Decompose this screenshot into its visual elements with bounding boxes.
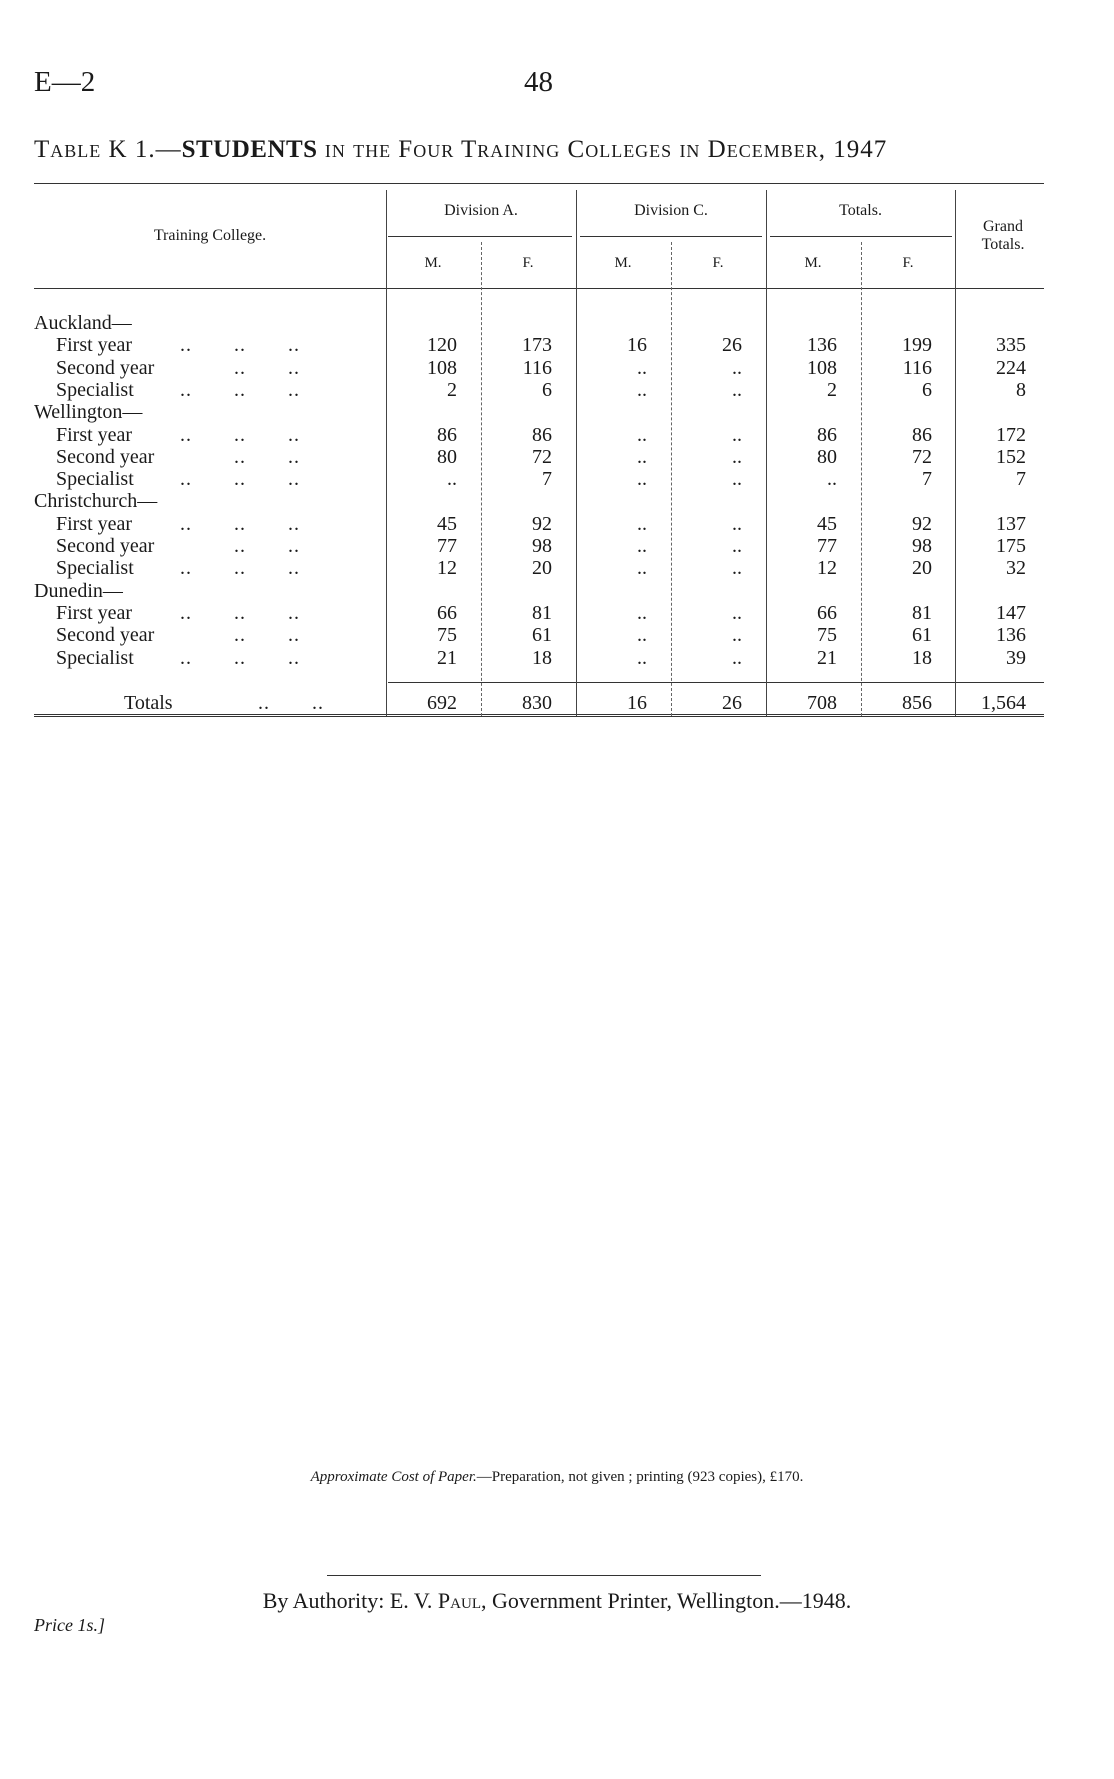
table-title-bold: STUDENTS [181, 136, 318, 163]
totals-underline [770, 236, 952, 237]
year-label: Second year [56, 445, 155, 468]
cell-value: 66 [817, 601, 837, 624]
dot-leader: .. .. .. [180, 334, 300, 357]
cell-value: 16 [627, 692, 647, 714]
cell-value: 18 [532, 646, 552, 669]
cell-value: 72 [912, 445, 932, 468]
cell-value: 116 [522, 356, 552, 379]
dot-leader: .. .. .. [180, 423, 300, 446]
cell-value: 98 [532, 535, 552, 557]
cell-value: .. [732, 468, 742, 491]
cell-value: 81 [532, 601, 552, 624]
header-division-c: Division C. [634, 202, 708, 219]
authority-lead: By Authority: [262, 1588, 390, 1613]
year-label: Specialist [56, 468, 134, 491]
year-label: Second year [56, 624, 155, 647]
cell-value: 335 [996, 334, 1026, 357]
cell-value: 12 [817, 557, 837, 580]
year-label: First year [56, 423, 133, 446]
cell-value: 16 [627, 334, 647, 357]
cell-value: 7 [1016, 468, 1026, 491]
cell-value: .. [637, 445, 647, 468]
dot-leader: .. .. .. [180, 378, 300, 401]
totals-label: Totals [124, 692, 173, 714]
cell-value: 75 [817, 624, 837, 647]
cell-value: .. [827, 468, 837, 491]
authority-name: E. V. Paul [389, 1588, 481, 1613]
price: Price 1s.] [34, 1615, 105, 1635]
cell-value: .. [447, 468, 457, 491]
table-group-row [0, 401, 1114, 423]
cell-value: 108 [807, 356, 837, 379]
page-number: 48 [524, 66, 553, 98]
header-male: M. [804, 255, 822, 271]
header-grand-totals [955, 218, 1051, 254]
dot-leader: .. .. [180, 624, 300, 647]
cell-value: 45 [437, 512, 457, 535]
header-division-a: Division A. [444, 202, 518, 219]
authority-rest: , Government Printer, Wellington.—1948. [480, 1588, 852, 1613]
table-row [0, 602, 1114, 624]
division-a-underline [388, 236, 572, 237]
table-row [0, 468, 1114, 490]
year-label: First year [56, 334, 133, 357]
page-code: E—2 [34, 66, 96, 98]
table-row [0, 334, 1114, 356]
header-male: M. [614, 255, 632, 271]
cell-value: 75 [437, 624, 457, 647]
cell-value: 116 [902, 356, 932, 379]
dot-leader: .. .. .. [180, 601, 300, 624]
year-label: First year [56, 512, 133, 535]
table-row [0, 624, 1114, 646]
dot-leader: .. .. [180, 535, 300, 557]
college-name: Auckland— [34, 312, 132, 334]
cell-value: 92 [912, 512, 932, 535]
table-row [0, 513, 1114, 535]
cell-value: 152 [996, 445, 1026, 468]
table-row [0, 424, 1114, 446]
table-top-rule [34, 183, 1044, 184]
cost-note-text: —Preparation, not given ; printing (923 copies), £170. [476, 1469, 804, 1485]
cost-note-italic: Approximate Cost of Paper. [310, 1469, 477, 1485]
cell-value: .. [637, 356, 647, 379]
cell-value: .. [732, 378, 742, 401]
cell-value: 708 [807, 692, 837, 714]
dot-leader: .. .. [180, 445, 300, 468]
cell-value: 147 [996, 601, 1026, 624]
cell-value: 26 [722, 334, 742, 357]
authority-line [0, 1588, 1114, 1614]
cell-value: 45 [817, 512, 837, 535]
college-name: Wellington— [34, 401, 143, 424]
cell-value: .. [637, 378, 647, 401]
cell-value: .. [732, 535, 742, 557]
cell-value: 224 [996, 356, 1026, 379]
header-bottom-rule [34, 288, 1044, 289]
cell-value: .. [637, 423, 647, 446]
cost-note [0, 1469, 1114, 1486]
header-male: M. [424, 255, 442, 271]
college-name: Christchurch— [34, 490, 158, 513]
cell-value: 136 [807, 334, 837, 357]
year-label: Second year [56, 535, 155, 557]
cell-value: 20 [532, 557, 552, 580]
cell-value: 86 [532, 423, 552, 446]
header-totals: Totals. [839, 202, 882, 219]
cell-value: 2 [447, 378, 457, 401]
cell-value: 7 [922, 468, 932, 491]
cell-value: 86 [817, 423, 837, 446]
cell-value: 175 [996, 535, 1026, 557]
year-label: Specialist [56, 378, 134, 401]
dot-leader: .. .. [180, 356, 300, 379]
cell-value: 137 [996, 512, 1026, 535]
cell-value: 39 [1006, 646, 1026, 669]
header-female: F. [902, 255, 914, 271]
cell-value: 80 [817, 445, 837, 468]
college-name: Dunedin— [34, 579, 123, 602]
table-row [0, 535, 1114, 557]
cell-value: 18 [912, 646, 932, 669]
cell-value: 86 [437, 423, 457, 446]
year-label: Specialist [56, 557, 134, 580]
table-title-rest: in the Four Training Colleges in December, 1947 [317, 136, 888, 163]
cell-value: 92 [532, 512, 552, 535]
cell-value: 856 [902, 692, 932, 714]
table-group-row [0, 490, 1114, 512]
cell-value: .. [637, 646, 647, 669]
year-label: Second year [56, 356, 155, 379]
cell-value: 199 [902, 334, 932, 357]
cell-value: 173 [522, 334, 552, 357]
cell-value: 61 [532, 624, 552, 647]
cell-value: 86 [912, 423, 932, 446]
table-group-row [0, 580, 1114, 602]
cell-value: .. [637, 468, 647, 491]
cell-value: 21 [437, 646, 457, 669]
year-label: First year [56, 601, 133, 624]
cell-value: 81 [912, 601, 932, 624]
cell-value: 6 [542, 378, 552, 401]
cell-value: 21 [817, 646, 837, 669]
totals-leader: .. .. [258, 692, 324, 714]
cell-value: 32 [1006, 557, 1026, 580]
dot-leader: .. .. .. [180, 646, 300, 669]
header-training-college: Training College. [153, 227, 267, 244]
cell-value: 26 [722, 692, 742, 714]
table-title-lead: Table K 1.— [34, 136, 182, 163]
cell-value: 98 [912, 535, 932, 557]
year-label: Specialist [56, 646, 134, 669]
footer-rule [327, 1575, 761, 1576]
cell-value: .. [637, 535, 647, 557]
cell-value: .. [732, 423, 742, 446]
dot-leader: .. .. .. [180, 468, 300, 491]
cell-value: .. [637, 624, 647, 647]
cell-value: .. [732, 601, 742, 624]
header-grand-line1: Grand [983, 218, 1023, 235]
cell-value: 120 [427, 334, 457, 357]
table-totals-row [0, 692, 1114, 714]
division-c-underline [580, 236, 762, 237]
cell-value: 12 [437, 557, 457, 580]
cell-value: 8 [1016, 378, 1026, 401]
table-row [0, 446, 1114, 468]
cell-value: 108 [427, 356, 457, 379]
cell-value: 2 [827, 378, 837, 401]
header-grand-line2: Totals. [981, 236, 1025, 253]
table-row [0, 647, 1114, 669]
header-female: F. [522, 255, 534, 271]
cell-value: 80 [437, 445, 457, 468]
cell-value: 77 [437, 535, 457, 557]
cell-value: .. [637, 557, 647, 580]
cell-value: 20 [912, 557, 932, 580]
header-female: F. [712, 255, 724, 271]
table-row [0, 557, 1114, 579]
cell-value: 61 [912, 624, 932, 647]
dot-leader: .. .. .. [180, 557, 300, 580]
totals-top-rule [388, 682, 1044, 683]
cell-value: .. [732, 646, 742, 669]
table-row [0, 357, 1114, 379]
cell-value: .. [637, 512, 647, 535]
table-row [0, 379, 1114, 401]
cell-value: .. [637, 601, 647, 624]
table-group-row [0, 312, 1114, 334]
cell-value: 6 [922, 378, 932, 401]
cell-value: 72 [532, 445, 552, 468]
cell-value: 172 [996, 423, 1026, 446]
cell-value: 830 [522, 692, 552, 714]
cell-value: .. [732, 445, 742, 468]
cell-value: 692 [427, 692, 457, 714]
cell-value: 1,564 [981, 692, 1026, 714]
cell-value: 77 [817, 535, 837, 557]
cell-value: 7 [542, 468, 552, 491]
cell-value: 66 [437, 601, 457, 624]
cell-value: .. [732, 557, 742, 580]
cell-value: .. [732, 512, 742, 535]
cell-value: .. [732, 356, 742, 379]
dot-leader: .. .. .. [180, 512, 300, 535]
table-title [34, 136, 1058, 164]
cell-value: .. [732, 624, 742, 647]
cell-value: 136 [996, 624, 1026, 647]
